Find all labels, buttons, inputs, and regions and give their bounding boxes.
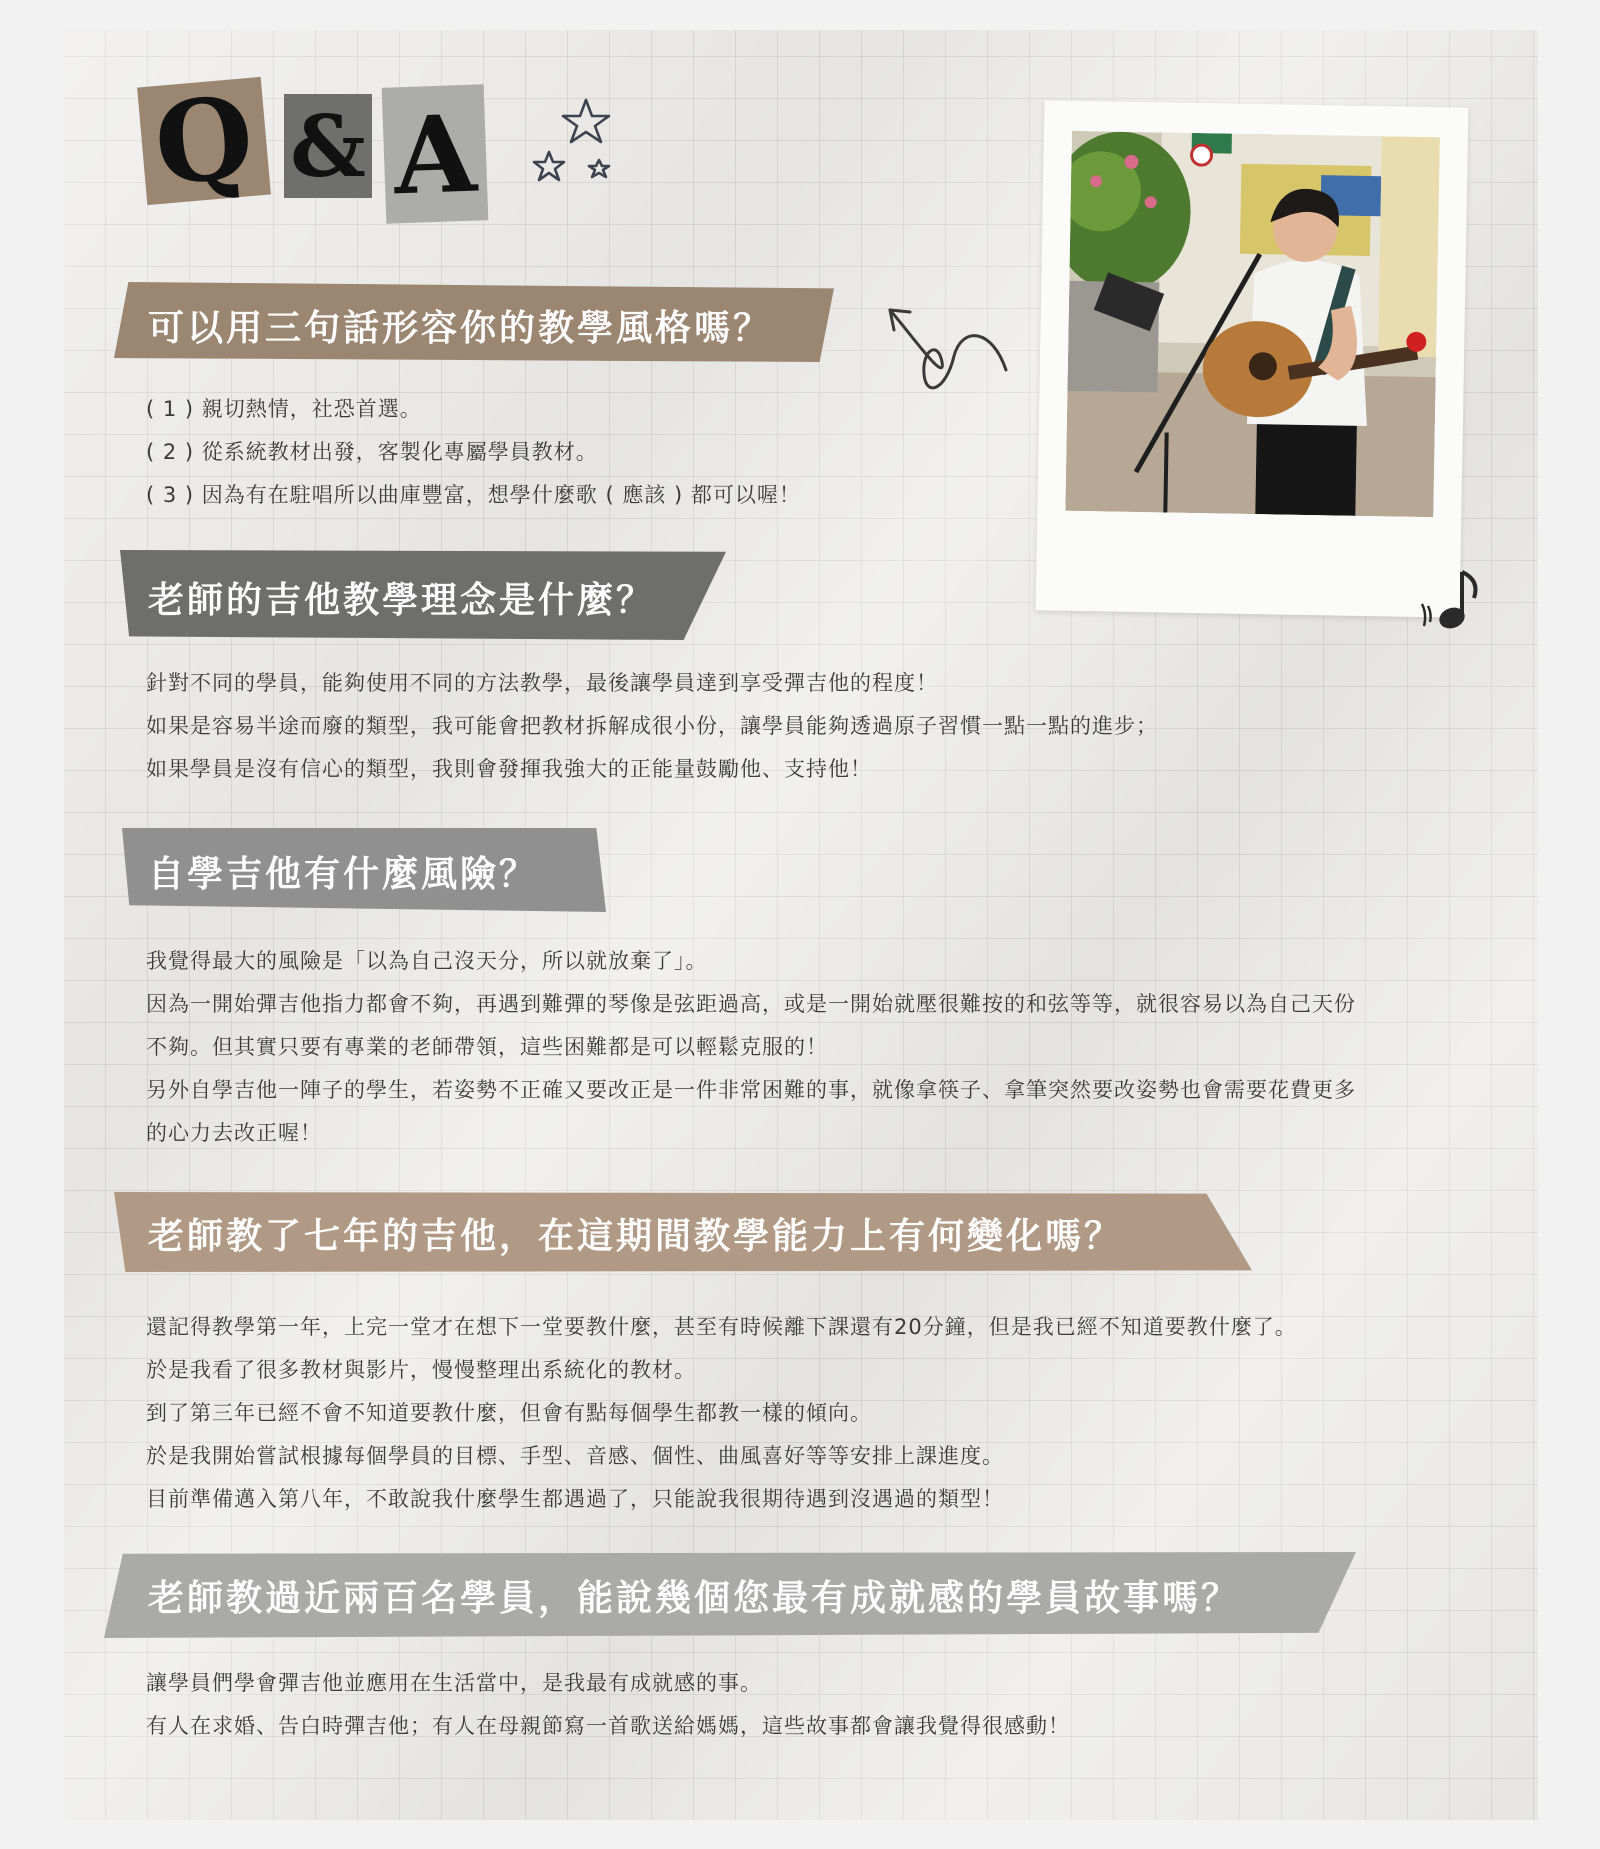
logo-q-cutout — [137, 71, 271, 211]
body-line: 如果學員是沒有信心的類型，我則會發揮我強大的正能量鼓勵他、支持他！ — [146, 757, 872, 781]
body-line: 有人在求婚、告白時彈吉他；有人在母親節寫一首歌送給媽媽，這些故事都會讓我覺得很感動！ — [146, 1714, 1070, 1738]
body-line: 另外自學吉他一陣子的學生，若姿勢不正確又要改正是一件非常困難的事，就像拿筷子、拿筆突然要改姿勢也會需要花費更多 — [146, 1078, 1356, 1102]
star-icon — [534, 152, 564, 180]
section-title: 老師的吉他教學理念是什麼？ — [148, 580, 656, 621]
body-line: 因為一開始彈吉他指力都會不夠，再遇到難彈的琴像是弦距過高，或是一開始就壓很難按的和弦等等，就很容易以為自己天份 — [146, 992, 1356, 1016]
body-line: 針對不同的學員，能夠使用不同的方法教學，最後讓學員達到享受彈吉他的程度！ — [146, 671, 938, 695]
body-line: ( 3 ) 因為有在駐唱所以曲庫豐富，想學什麼歌 ( 應該 ) 都可以喔！ — [146, 483, 801, 507]
polaroid-frame — [1036, 100, 1469, 617]
body-line: 如果是容易半途而廢的類型，我可能會把教材拆解成很小份，讓學員能夠透過原子習慣一點一點的進步； — [146, 714, 1158, 738]
music-note-icon — [1418, 566, 1490, 638]
star-icon — [563, 100, 609, 142]
section-3-body — [146, 940, 1446, 1155]
body-line: 的心力去改正喔！ — [146, 1121, 322, 1145]
section-1-body — [146, 388, 1446, 517]
section-title: 可以用三句話形容你的教學風格嗎？ — [148, 308, 773, 349]
body-line: 於是我看了很多教材與影片，慢慢整理出系統化的教材。 — [146, 1358, 696, 1382]
body-line: 讓學員們學會彈吉他並應用在生活當中，是我最有成就感的事。 — [146, 1671, 762, 1695]
section-5-body — [146, 1662, 1446, 1748]
section-2-body — [146, 662, 1446, 791]
logo-q-letter: Q — [149, 71, 259, 211]
section-title: 老師教過近兩百名學員，能說幾個您最有成就感的學員故事嗎？ — [148, 1578, 1241, 1619]
logo-ampersand-cutout — [284, 94, 372, 198]
logo-a-letter: A — [391, 90, 479, 218]
logo-a-cutout — [382, 84, 489, 223]
body-line: 我覺得最大的風險是「以為自己沒天分，所以就放棄了」。 — [146, 949, 708, 973]
section-4-body — [146, 1306, 1446, 1521]
body-line: 到了第三年已經不會不知道要教什麼，但會有點每個學生都教一樣的傾向。 — [146, 1401, 872, 1425]
section-title: 自學吉他有什麼風險？ — [148, 854, 539, 895]
curly-arrow-icon — [884, 298, 1014, 402]
stars-doodle — [528, 96, 628, 196]
star-icon — [589, 160, 609, 177]
body-line: ( 2 ) 從系統教材出發，客製化專屬學員教材。 — [146, 440, 598, 464]
body-line: 目前準備邁入第八年，不敢說我什麼學生都遇過了，只能說我很期待遇到沒遇過的類型！ — [146, 1487, 1004, 1511]
body-line: ( 1 ) 親切熱情，社恐首選。 — [146, 397, 422, 421]
section-title: 老師教了七年的吉他，在這期間教學能力上有何變化嗎？ — [148, 1216, 1124, 1257]
body-line: 不夠。但其實只要有專業的老師帶領，這些困難都是可以輕鬆克服的！ — [146, 1035, 828, 1059]
body-line: 還記得教學第一年，上完一堂才在想下一堂要教什麼，甚至有時候離下課還有20分鐘，但是我已經不知道要教什麼了。 — [146, 1315, 1297, 1339]
body-line: 於是我開始嘗試根據每個學員的目標、手型、音感、個性、曲風喜好等等安排上課進度。 — [146, 1444, 1004, 1468]
logo-ampersand: & — [290, 96, 366, 196]
